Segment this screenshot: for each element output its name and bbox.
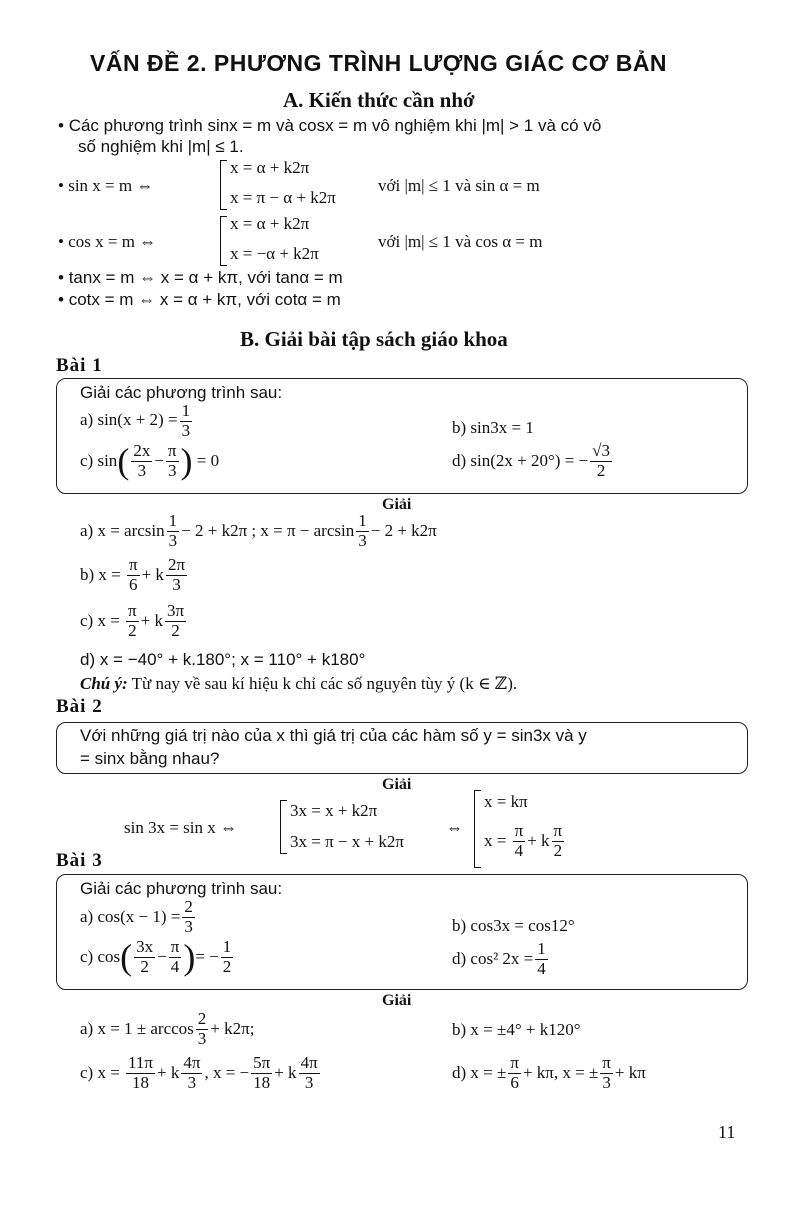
- bai-1-sol-d: d) x = −40° + k.180°; x = 110° + k180°: [80, 650, 366, 669]
- section-a-heading: A. Kiến thức cần nhớ: [283, 88, 475, 112]
- bai-2-question-line-2: = sinx bằng nhau?: [80, 749, 220, 768]
- cos-case-1: x = α + k2π: [230, 214, 310, 233]
- tan-formula: • tanx = m ⇔ x = α + kπ, với tanα = m: [58, 268, 343, 287]
- sin-bracket: [220, 160, 227, 210]
- bai-1-label: Bài 1: [56, 355, 103, 376]
- bai-3-sol-d: d) x = ± $\frac{\pi}{6}$ + kπ, x = ± $\frac{\pi}{3}$ + kπ: [452, 1053, 646, 1092]
- bai-3-a: a) cos(x − 1) = $\frac{2}{3}$: [80, 897, 193, 936]
- sin-case-2: x = π − α + k2π: [230, 188, 336, 207]
- cos-case-2: x = −α + k2π: [230, 244, 319, 263]
- sin-formula-lhs: • sin x = m ⇔: [58, 176, 154, 195]
- bai-3-sol-c: c) x = $\frac{11\pi}{18}$ + k 4π 3 , x = − $\frac{5\pi}{18}$ + k 4π 3: [80, 1053, 318, 1092]
- bai-1-b: b) sin3x = 1: [452, 418, 534, 437]
- bai-3-label: Bài 3: [56, 850, 103, 871]
- page-title: VẤN ĐỀ 2. PHƯƠNG TRÌNH LƯỢNG GIÁC CƠ BẢN: [90, 50, 668, 76]
- bai-2-question-line-1: Với những giá trị nào của x thì giá trị của các hàm số y = sin3x và y: [80, 726, 587, 745]
- bai-3-c: c) cos ( 3x 2 − π 4 ) = − $\frac{1}{2}$: [80, 937, 232, 978]
- bai-1-giai: Giải: [382, 496, 412, 513]
- bai-3-giai: Giải: [382, 992, 412, 1009]
- bai-3-sol-a: a) x = 1 ± arccos 2 3 + k2π;: [80, 1009, 255, 1048]
- bai-1-note: Chú ý: Từ nay về sau kí hiệu k chỉ các số nguyên tùy ý (k ∈ ℤ).: [80, 674, 518, 693]
- bai-1-a: a) sin(x + 2) = $\frac{1}{3}$: [80, 401, 191, 440]
- bai-3-b: b) cos3x = cos12°: [452, 916, 575, 935]
- bai-3-d: d) cos² 2x = $\frac{1}{4}$: [452, 939, 546, 978]
- bai-2-bracket-2: [474, 790, 481, 868]
- section-b-heading: B. Giải bài tập sách giáo khoa: [240, 327, 508, 351]
- bai-2-lhs: sin 3x = sin x ⇔: [124, 818, 238, 837]
- bai-3-prompt: Giải các phương trình sau:: [80, 879, 283, 898]
- bai-2-result-1: x = kπ: [484, 792, 528, 811]
- bai-2-label: Bài 2: [56, 696, 103, 717]
- bullet-1-line-2: số nghiệm khi |m| ≤ 1.: [78, 137, 244, 156]
- bai-1-c: c) sin ( 2x 3 − π 3 ) = 0: [80, 441, 220, 482]
- bai-2-bracket-1: [280, 800, 287, 854]
- bai-1-sol-b: b) x = $\frac{\pi}{6}$ + k 2π 3: [80, 555, 186, 594]
- sin-case-1: x = α + k2π: [230, 158, 310, 177]
- cos-condition: với |m| ≤ 1 và cos α = m: [378, 232, 543, 251]
- bai-1-d: d) sin(2x + 20°) = − $\frac{√3}{2}$: [452, 441, 610, 480]
- bai-1-prompt: Giải các phương trình sau:: [80, 383, 283, 402]
- bai-1-sol-a: a) x = arcsin 1 3 − 2 + k2π ; x = π − arcsin 1 3 − 2 + k2π: [80, 511, 437, 550]
- cos-bracket: [220, 216, 227, 266]
- bai-3-sol-b: b) x = ±4° + k120°: [452, 1020, 581, 1039]
- bai-2-case-2: 3x = π − x + k2π: [290, 832, 404, 851]
- bai-1-sol-c: c) x = $\frac{\pi}{2}$ + k 3π 2: [80, 601, 185, 640]
- cos-formula-lhs: • cos x = m ⇔: [58, 232, 157, 251]
- page-number: 11: [718, 1122, 736, 1142]
- cot-formula: • cotx = m ⇔ x = α + kπ, với cotα = m: [58, 290, 341, 309]
- bai-2-iff: ⇔: [446, 818, 463, 837]
- bullet-1-line-1: • Các phương trình sinx = m và cosx = m vô nghiệm khi |m| > 1 và có vô: [58, 116, 602, 135]
- sin-condition: với |m| ≤ 1 và sin α = m: [378, 176, 540, 195]
- bai-2-result-2: x = $\frac{\pi}{4}$ + k π 2: [484, 821, 563, 860]
- bai-2-giai: Giải: [382, 776, 412, 793]
- bai-2-case-1: 3x = x + k2π: [290, 801, 378, 820]
